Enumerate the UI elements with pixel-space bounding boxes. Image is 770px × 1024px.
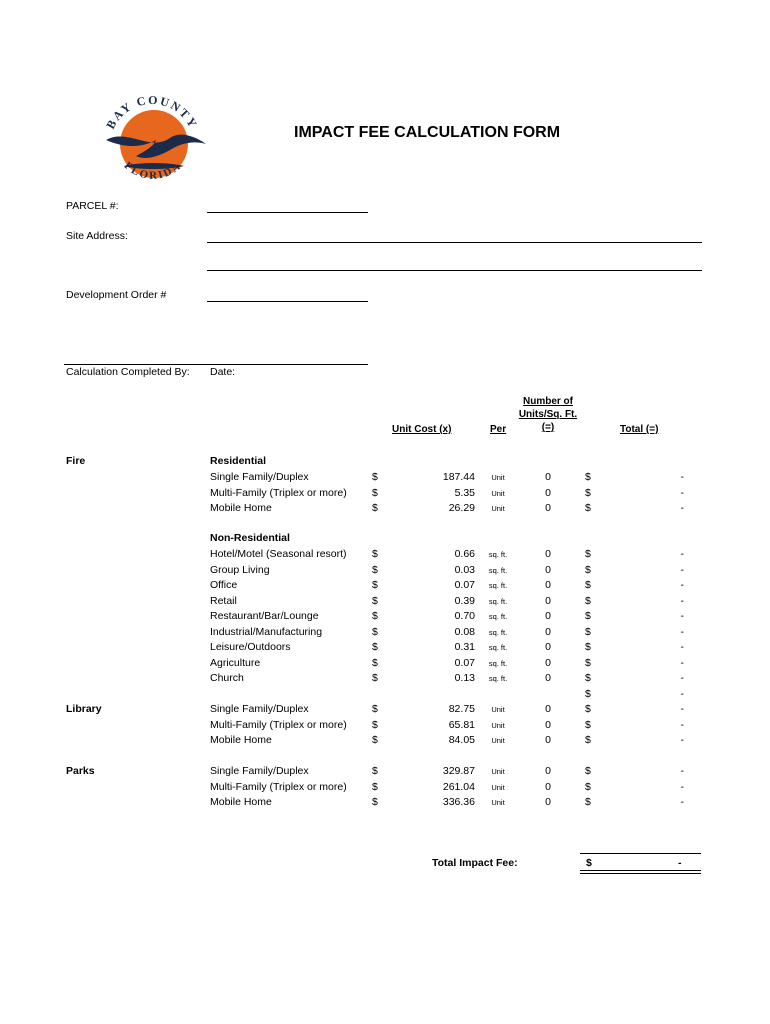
- row-unit-cost: 0.70: [454, 610, 475, 622]
- row-total-currency: $: [585, 610, 591, 622]
- table-row: [0, 610, 770, 626]
- development-order-input-line[interactable]: [207, 301, 368, 302]
- subhead-non-residential: Non-Residential: [210, 532, 290, 544]
- row-total-value: -: [680, 594, 684, 607]
- row-cost-currency: $: [372, 796, 378, 808]
- row-cost-currency: $: [372, 625, 378, 638]
- row-land-use: Mobile Home: [210, 796, 272, 808]
- row-total-value: -: [680, 734, 684, 746]
- row-units-input[interactable]: 0: [545, 625, 551, 638]
- logo-top-text: BAY COUNTY: [103, 94, 201, 132]
- row-total-value: -: [680, 563, 684, 576]
- row-total-value: -: [680, 610, 684, 622]
- row-total-currency: $: [585, 471, 591, 483]
- row-cost-currency: $: [372, 672, 378, 684]
- row-total-value: -: [680, 641, 684, 653]
- completed-by-line[interactable]: [64, 364, 368, 365]
- table-row: [0, 765, 770, 781]
- row-per-unit: Unit: [491, 720, 505, 730]
- row-total-value: -: [680, 780, 684, 793]
- row-unit-cost: 329.87: [442, 765, 475, 777]
- row-land-use: Group Living: [210, 563, 270, 576]
- page-title: IMPACT FEE CALCULATION FORM: [294, 124, 561, 141]
- row-total-currency: $: [585, 718, 591, 731]
- row-unit-cost: 65.81: [448, 718, 475, 731]
- row-total-currency: $: [585, 548, 591, 560]
- category-parks: Parks: [66, 765, 95, 777]
- row-units-input[interactable]: 0: [545, 765, 551, 777]
- category-fire: Fire: [66, 455, 86, 467]
- category-library: Library: [66, 703, 102, 715]
- total-double-rule-2: [580, 873, 701, 874]
- table-row: [0, 703, 770, 719]
- row-units-input[interactable]: 0: [545, 796, 551, 808]
- total-impact-fee-currency: $: [586, 857, 592, 869]
- table-row: [0, 595, 770, 611]
- row-per-unit: Unit: [491, 488, 505, 498]
- row-per-unit: sq. ft.: [488, 565, 508, 575]
- total-header: Total (=): [620, 424, 659, 435]
- row-units-input[interactable]: 0: [545, 563, 551, 576]
- row-total-value: -: [680, 502, 684, 514]
- row-land-use: Mobile Home: [210, 502, 272, 514]
- subtotal-value: -: [680, 687, 684, 700]
- unit-cost-header: Unit Cost (x): [392, 424, 452, 435]
- row-unit-cost: 82.75: [448, 703, 475, 715]
- row-total-currency: $: [585, 486, 591, 499]
- row-total-value: -: [680, 672, 684, 684]
- row-total-currency: $: [585, 734, 591, 746]
- units-header: Number of Units/Sq. Ft. (=): [518, 396, 578, 433]
- logo-bottom-text: FLORIDA: [121, 159, 185, 182]
- row-total-currency: $: [585, 563, 591, 576]
- row-per-unit: sq. ft.: [488, 674, 508, 683]
- total-double-rule-1: [580, 870, 701, 871]
- row-total-value: -: [680, 796, 684, 808]
- row-land-use: Restaurant/Bar/Lounge: [210, 610, 319, 622]
- row-total-value: -: [680, 703, 684, 715]
- row-cost-currency: $: [372, 656, 378, 669]
- row-land-use: Industrial/Manufacturing: [210, 625, 323, 638]
- row-total-value: -: [680, 765, 684, 777]
- row-cost-currency: $: [372, 734, 378, 746]
- row-cost-currency: $: [372, 548, 378, 560]
- row-per-unit: sq. ft.: [488, 581, 508, 590]
- row-units-input[interactable]: 0: [545, 641, 551, 653]
- row-total-value: -: [680, 579, 684, 591]
- row-total-currency: $: [585, 780, 591, 793]
- row-total-value: -: [680, 718, 684, 731]
- row-land-use: Single Family/Duplex: [210, 471, 309, 483]
- row-land-use: Single Family/Duplex: [210, 703, 309, 715]
- row-total-value: -: [680, 548, 684, 560]
- row-units-input[interactable]: 0: [545, 486, 551, 499]
- row-cost-currency: $: [372, 780, 378, 793]
- row-total-currency: $: [585, 672, 591, 684]
- row-unit-cost: 0.66: [454, 548, 475, 560]
- date-label: Date:: [210, 366, 236, 378]
- row-units-input[interactable]: 0: [545, 780, 551, 793]
- row-unit-cost: 261.04: [442, 780, 475, 793]
- site-address-input-line-1[interactable]: [207, 242, 702, 243]
- row-cost-currency: $: [372, 703, 378, 715]
- row-land-use: Multi-Family (Triplex or more): [210, 486, 347, 499]
- table-row: [0, 502, 770, 518]
- table-row: [0, 781, 770, 797]
- row-land-use: Hotel/Motel (Seasonal resort): [210, 548, 347, 560]
- row-cost-currency: $: [372, 610, 378, 622]
- subtotal-currency: $: [585, 687, 591, 700]
- development-order-label: Development Order #: [66, 289, 167, 301]
- total-impact-fee-label: Total Impact Fee:: [432, 857, 518, 869]
- row-total-currency: $: [585, 765, 591, 777]
- row-units-input[interactable]: 0: [545, 594, 551, 607]
- per-header: Per: [490, 424, 507, 435]
- row-units-input[interactable]: 0: [545, 502, 551, 514]
- site-address-label: Site Address:: [66, 230, 128, 242]
- row-per-unit: Unit: [491, 798, 505, 807]
- row-units-input[interactable]: 0: [545, 579, 551, 591]
- table-row: [0, 564, 770, 580]
- row-unit-cost: 0.03: [454, 563, 475, 576]
- row-per-unit: sq. ft.: [488, 658, 508, 668]
- row-total-value: -: [680, 625, 684, 638]
- row-cost-currency: $: [372, 502, 378, 514]
- row-total-currency: $: [585, 703, 591, 715]
- row-cost-currency: $: [372, 486, 378, 499]
- table-row: [0, 796, 770, 812]
- row-per-unit: Unit: [491, 473, 505, 482]
- subhead-residential: Residential: [210, 455, 267, 467]
- row-total-currency: $: [585, 656, 591, 669]
- table-row: [0, 641, 770, 657]
- bay-county-logo: [98, 94, 210, 188]
- row-land-use: Single Family/Duplex: [210, 765, 309, 777]
- row-per-unit: sq. ft.: [488, 627, 508, 637]
- row-total-value: -: [680, 656, 684, 669]
- row-total-currency: $: [585, 641, 591, 653]
- row-per-unit: sq. ft.: [488, 612, 508, 621]
- row-units-input[interactable]: 0: [545, 548, 551, 560]
- row-total-value: -: [680, 471, 684, 483]
- row-cost-currency: $: [372, 641, 378, 653]
- row-unit-cost: 0.13: [454, 672, 475, 684]
- row-per-unit: Unit: [491, 782, 505, 792]
- row-total-value: -: [680, 486, 684, 499]
- site-address-input-line-2[interactable]: [207, 270, 702, 271]
- total-impact-fee-value: -: [678, 857, 682, 869]
- row-unit-cost: 26.29: [448, 502, 475, 514]
- row-units-input[interactable]: 0: [545, 718, 551, 731]
- row-land-use: Multi-Family (Triplex or more): [210, 780, 347, 793]
- completed-by-label: Calculation Completed By:: [66, 366, 190, 378]
- table-row: [0, 657, 770, 673]
- row-unit-cost: 0.07: [454, 579, 475, 591]
- fire-subtotal-row: [0, 688, 770, 704]
- table-row: [0, 626, 770, 642]
- row-cost-currency: $: [372, 471, 378, 483]
- row-per-unit: Unit: [491, 736, 505, 745]
- row-land-use: Agriculture: [210, 656, 261, 669]
- row-unit-cost: 5.35: [454, 486, 475, 499]
- row-land-use: Multi-Family (Triplex or more): [210, 718, 347, 731]
- parcel-label: PARCEL #:: [66, 200, 119, 212]
- row-unit-cost: 336.36: [442, 796, 475, 808]
- table-row: [0, 672, 770, 688]
- row-unit-cost: 0.39: [454, 594, 475, 607]
- row-units-input[interactable]: 0: [545, 703, 551, 715]
- row-per-unit: Unit: [491, 705, 505, 714]
- row-units-input[interactable]: 0: [545, 734, 551, 746]
- table-row: [0, 471, 770, 487]
- row-units-input[interactable]: 0: [545, 656, 551, 669]
- row-unit-cost: 0.08: [454, 625, 475, 638]
- row-per-unit: sq. ft.: [488, 643, 508, 652]
- total-top-rule: [580, 853, 701, 854]
- row-total-currency: $: [585, 625, 591, 638]
- table-row: [0, 548, 770, 564]
- row-per-unit: Unit: [491, 767, 505, 776]
- row-units-input[interactable]: 0: [545, 672, 551, 684]
- row-per-unit: sq. ft.: [488, 550, 508, 559]
- row-cost-currency: $: [372, 718, 378, 731]
- row-per-unit: Unit: [491, 504, 505, 513]
- parcel-input-line[interactable]: [207, 212, 368, 213]
- row-land-use: Leisure/Outdoors: [210, 641, 291, 653]
- row-cost-currency: $: [372, 563, 378, 576]
- row-cost-currency: $: [372, 579, 378, 591]
- row-cost-currency: $: [372, 594, 378, 607]
- table-row: [0, 719, 770, 735]
- row-total-currency: $: [585, 502, 591, 514]
- table-row: [0, 734, 770, 750]
- row-units-input[interactable]: 0: [545, 610, 551, 622]
- row-total-currency: $: [585, 579, 591, 591]
- table-row: [0, 579, 770, 595]
- row-unit-cost: 0.07: [454, 656, 475, 669]
- row-total-currency: $: [585, 594, 591, 607]
- row-unit-cost: 84.05: [448, 734, 475, 746]
- row-per-unit: sq. ft.: [488, 596, 508, 606]
- row-total-currency: $: [585, 796, 591, 808]
- row-land-use: Retail: [210, 594, 237, 607]
- row-unit-cost: 187.44: [442, 471, 475, 483]
- row-unit-cost: 0.31: [454, 641, 475, 653]
- row-land-use: Office: [210, 579, 238, 591]
- row-units-input[interactable]: 0: [545, 471, 551, 483]
- row-land-use: Church: [210, 672, 244, 684]
- row-cost-currency: $: [372, 765, 378, 777]
- table-row: [0, 487, 770, 503]
- row-land-use: Mobile Home: [210, 734, 272, 746]
